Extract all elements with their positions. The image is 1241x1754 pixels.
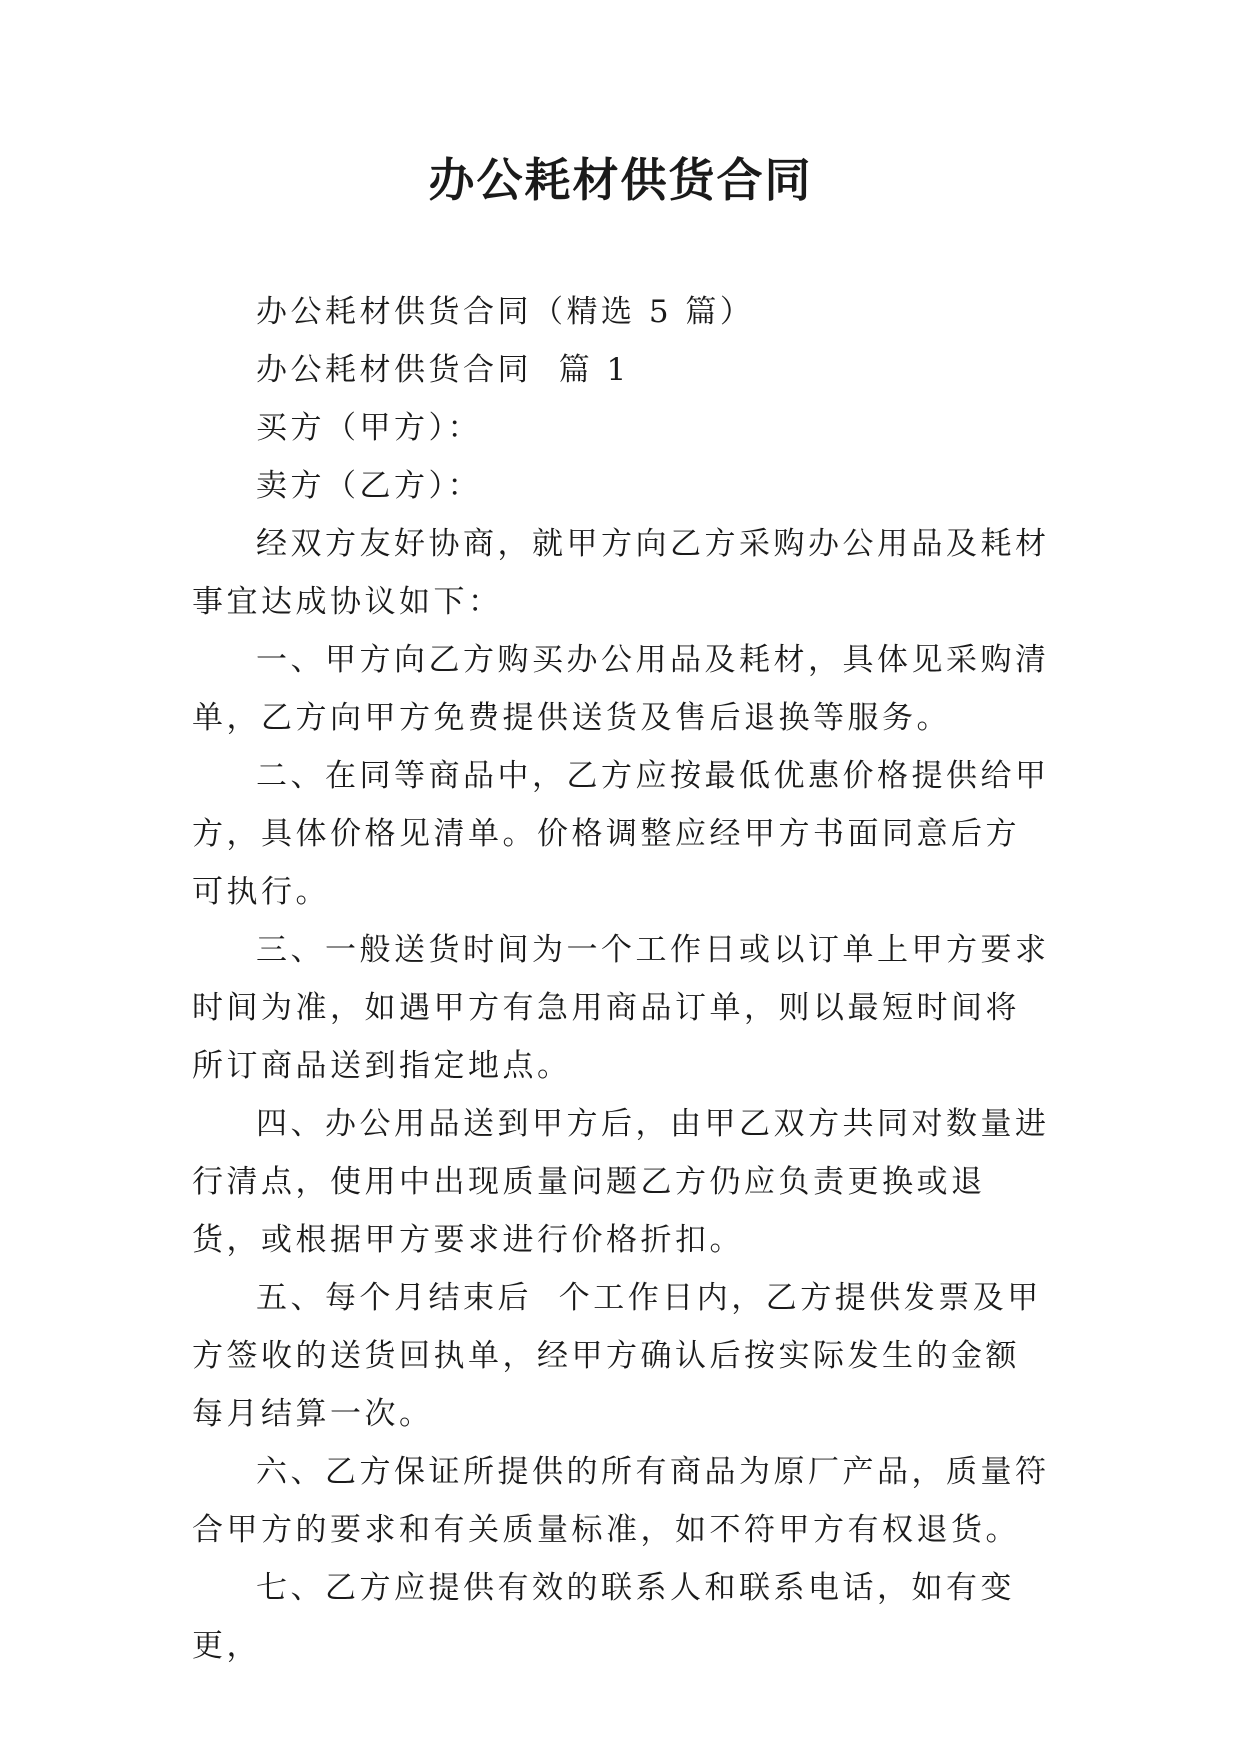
paragraph-subtitle: 办公耗材供货合同（精选 5 篇） [256, 294, 755, 330]
paragraph-section-heading: 办公耗材供货合同 篇 1 [256, 352, 630, 388]
paragraph-clause-4: 四、办公用品送到甲方后，由甲乙双方共同对数量进行清点，使用中出现质量问题乙方仍应负责更换或退货，或根据甲方要求进行价格折扣。 [192, 1106, 1050, 1258]
paragraph-clause-1: 一、甲方向乙方购买办公用品及耗材，具体见采购清单，乙方向甲方免费提供送货及售后退换等服务。 [192, 642, 1050, 736]
paragraph-clause-7: 七、乙方应提供有效的联系人和联系电话，如有变更， [192, 1570, 1015, 1664]
document-body [192, 283, 1052, 1675]
paragraph-clause-5: 五、每个月结束后 个工作日内，乙方提供发票及甲方签收的送货回执单，经甲方确认后按实际发生的金额每月结算一次。 [192, 1280, 1042, 1432]
paragraph-preamble: 经双方友好协商，就甲方向乙方采购办公用品及耗材事宜达成协议如下： [192, 526, 1050, 620]
paragraph-seller: 卖方（乙方）： [256, 468, 482, 504]
paragraph-clause-2: 二、在同等商品中，乙方应按最低优惠价格提供给甲方，具体价格见清单。价格调整应经甲方书面同意后方可执行。 [192, 758, 1050, 910]
document-title: 办公耗材供货合同 [428, 153, 813, 207]
paragraph-clause-3: 三、一般送货时间为一个工作日或以订单上甲方要求时间为准，如遇甲方有急用商品订单，则以最短时间将所订商品送到指定地点。 [192, 932, 1050, 1084]
paragraph-buyer: 买方（甲方）： [256, 410, 482, 446]
paragraph-clause-6: 六、乙方保证所提供的所有商品为原厂产品，质量符合甲方的要求和有关质量标准，如不符甲方有权退货。 [192, 1454, 1050, 1548]
